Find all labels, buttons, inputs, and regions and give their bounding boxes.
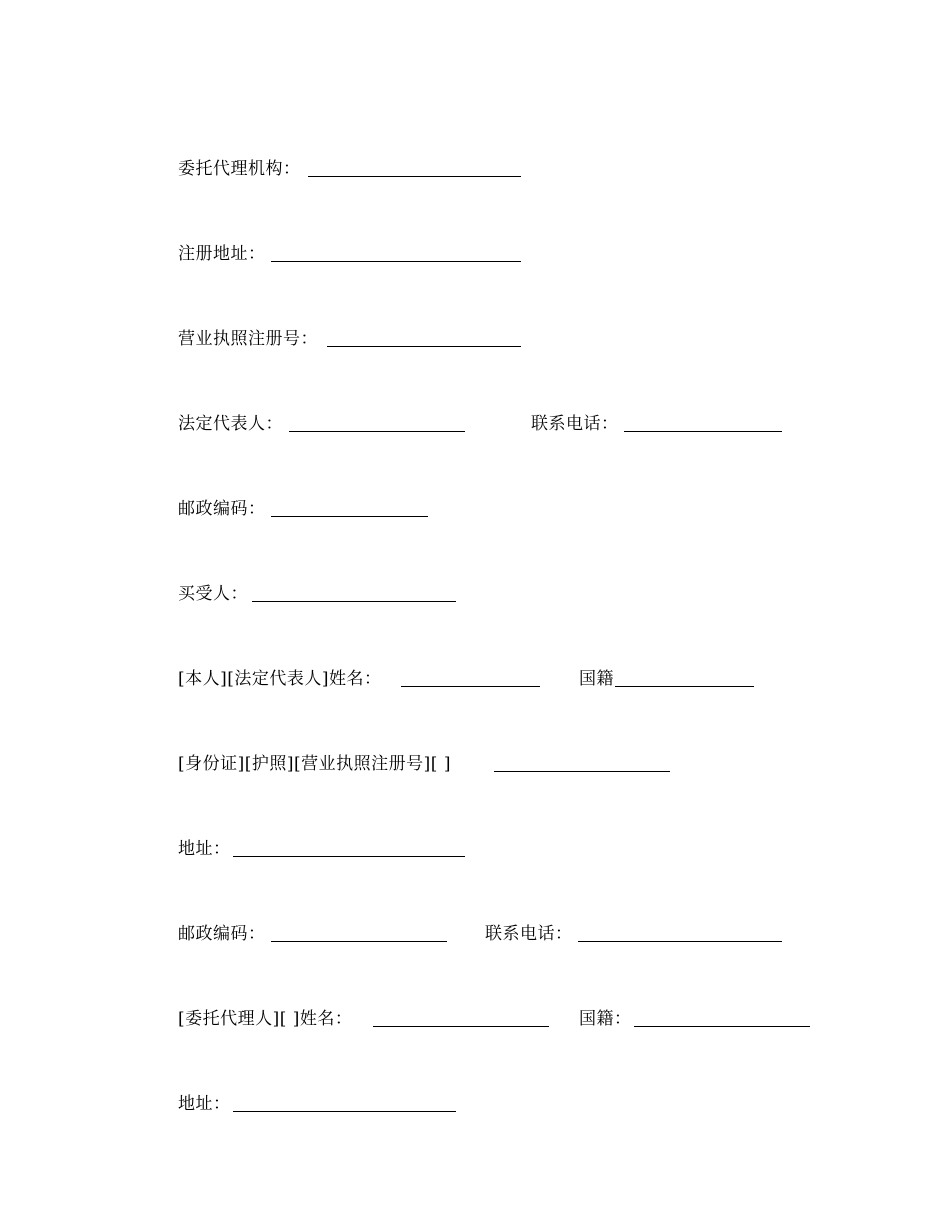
contact-phone-label-2: 联系电话： [485,924,573,944]
nationality-label-1: 国籍 [579,669,614,689]
agency-label: 委托代理机构： [178,159,301,179]
self-name-field[interactable] [401,686,540,687]
postal-code-label-2: 邮政编码： [178,924,266,944]
contact-phone-label-1: 联系电话： [531,414,619,434]
buyer-label: 买受人： [178,584,248,604]
reg-address-label: 注册地址： [178,244,266,264]
legal-rep-label: 法定代表人： [178,414,283,434]
agent-name-label: [委托代理人][ ]姓名： [178,1009,353,1029]
agent-name-field[interactable] [373,1026,549,1027]
postal-code-label-1: 邮政编码： [178,499,266,519]
postal-code-field-1[interactable] [271,516,428,517]
nationality-label-2: 国籍： [579,1009,632,1029]
contact-phone-field-1[interactable] [624,431,782,432]
buyer-field[interactable] [252,601,456,602]
nationality-field-2[interactable] [634,1026,810,1027]
address-field-2[interactable] [233,1111,456,1112]
agency-field[interactable] [308,176,521,177]
address-field-1[interactable] [233,856,465,857]
postal-code-field-2[interactable] [271,941,447,942]
reg-address-field[interactable] [271,261,521,262]
id-doc-label: [身份证][护照][营业执照注册号][ ] [178,754,451,774]
id-doc-field[interactable] [494,771,670,772]
license-no-field[interactable] [327,346,521,347]
self-name-label: [本人][法定代表人]姓名： [178,669,382,689]
nationality-field-1[interactable] [615,686,754,687]
address-label-2: 地址： [178,1094,231,1114]
address-label-1: 地址： [178,839,231,859]
contact-phone-field-2[interactable] [578,941,782,942]
license-no-label: 营业执照注册号： [178,329,318,349]
legal-rep-field[interactable] [289,431,465,432]
